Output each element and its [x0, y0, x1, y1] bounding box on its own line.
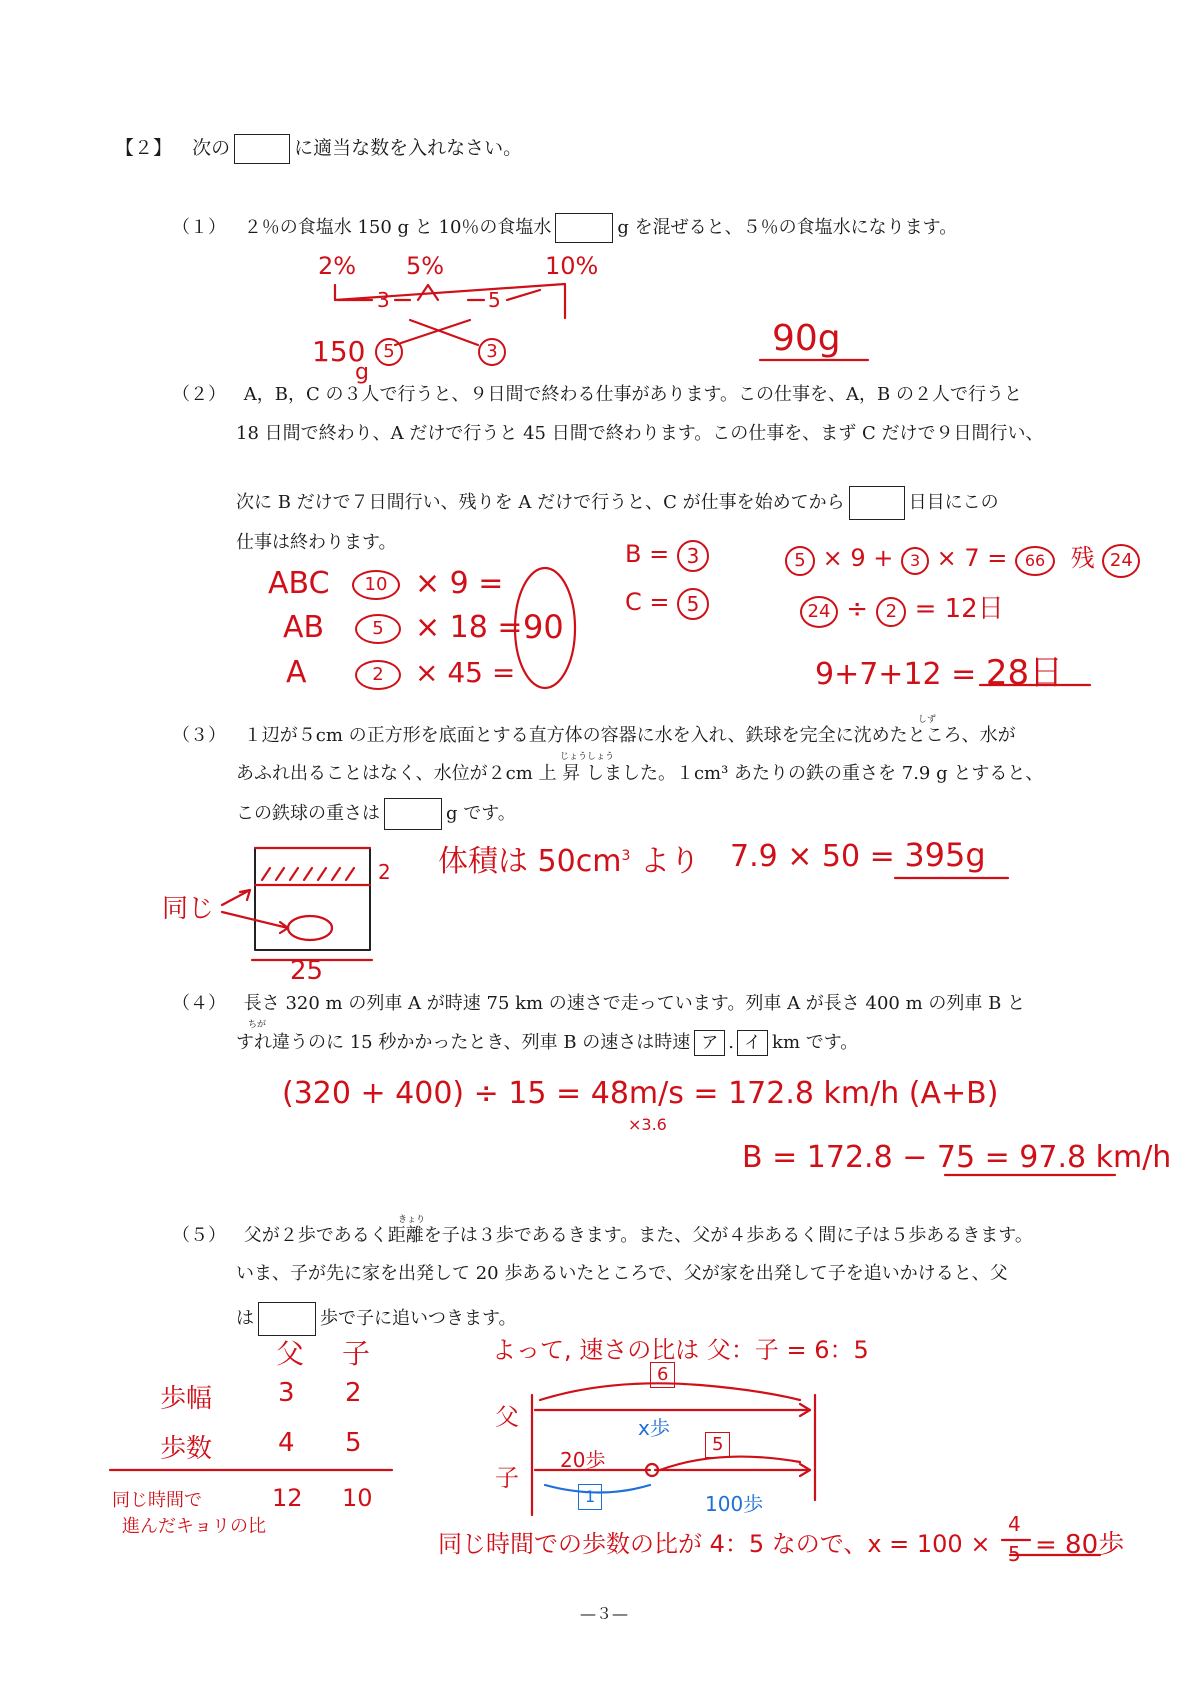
- p3-ball: [288, 916, 332, 940]
- ruby-kyori: きょり: [398, 1215, 426, 1225]
- p2-b-val: 3: [677, 540, 709, 572]
- p1-answer: 90g: [772, 318, 841, 359]
- p3-volume-note: 体積は $50cm^3$ より: [438, 844, 700, 879]
- problem-text: ２％の食塩水 150 g と 10％の食塩水: [243, 217, 552, 238]
- p5-child-arc: [660, 1457, 800, 1470]
- p2-circle10: 10: [352, 570, 400, 600]
- p1-circle3: 3: [478, 338, 506, 366]
- p5-father-arc-left: [540, 1383, 700, 1400]
- problem-text: 父が２歩であるく距離を子は３歩であるきます。また、父が４歩あるく間に子は５歩あるきます。: [243, 1225, 1033, 1246]
- p5-dist-c: 10: [342, 1484, 373, 1512]
- problem-2-line-2: 18 日間で終わり、A だけで行うと 45 日間で終わります。この仕事を、まず C だけで９日間行い、: [236, 423, 1044, 444]
- p5-stride: 歩幅: [160, 1384, 213, 1414]
- p5-stride-c: 2: [345, 1378, 362, 1408]
- p5-steps: 歩数: [160, 1434, 213, 1464]
- problem-text: この鉄球の重さは: [236, 803, 380, 824]
- p3-hatching: [262, 868, 354, 880]
- p2-a: A: [286, 655, 307, 690]
- p2-ab: AB: [283, 610, 325, 645]
- p5-hdr-father: 父: [276, 1337, 305, 1370]
- p2-x9: × 9 =: [415, 566, 504, 601]
- p5-box6: 6: [650, 1362, 675, 1388]
- problem-2-line-1: [172, 384, 1022, 406]
- p5-box5: 5: [705, 1432, 730, 1458]
- p5-hundred: 100歩: [705, 1492, 764, 1516]
- p1-cross: [395, 320, 478, 345]
- answer-box-a: ア: [694, 1030, 725, 1056]
- p5-answer: = 80歩: [1035, 1530, 1125, 1560]
- p1-150: 150: [312, 335, 366, 368]
- p2-c-eq: C =: [625, 588, 670, 616]
- answer-box: [234, 134, 290, 164]
- problem-number: （１）: [172, 217, 226, 238]
- p3-calc: 7.9 × 50 = 395g: [730, 836, 986, 874]
- ruby-chiga: ちが: [248, 1020, 267, 1030]
- p2-calc1: 5 × 9 + 3 × 7 = 66 残 24: [785, 538, 1140, 578]
- problem-4-line-2: [236, 1030, 858, 1056]
- problem-text: 歩で子に追いつきます。: [320, 1308, 517, 1329]
- p5-steps-c: 5: [345, 1428, 362, 1458]
- page-number: —３—: [580, 1604, 629, 1623]
- problem-text: 次に B だけで７日間行い、残りを A だけで行うと、C が仕事を始めてから: [236, 492, 845, 513]
- p5-frac-num: 4: [1008, 1512, 1021, 1536]
- problem-text: すれ違うのに 15 秒かかったとき、列車 B の速さは時速: [236, 1032, 691, 1053]
- ruby-joushou: じょうしょう: [560, 752, 615, 762]
- problem-number: （５）: [172, 1225, 226, 1246]
- problem-text: 長さ 320 m の列車 A が時速 75 km の速さで走っています。列車 A が長さ 400 m の列車 B と: [243, 993, 1026, 1014]
- problem-5-line-3: [236, 1302, 517, 1336]
- p5-twenty: 20歩: [560, 1448, 606, 1472]
- p5-father-arrow: [535, 1404, 810, 1416]
- p2-x18: × 18 =: [415, 610, 523, 645]
- p1-pct2: 2%: [318, 252, 357, 280]
- lead-after: に適当な数を入れなさい。: [294, 137, 523, 159]
- problem-3-line-1: [172, 725, 1016, 747]
- p1-right-arrow: [468, 290, 540, 300]
- p3-same: 同じ: [162, 894, 215, 924]
- problem-3-line-2: あふれ出ることはなく、水位が２cm 上 昇 しました。１cm³ あたりの鉄の重さを 7.9 g とすると、: [236, 763, 1044, 784]
- p1-ratio5: 5: [488, 288, 501, 312]
- problem-3-line-3: [236, 798, 516, 830]
- p3-width: 25: [290, 956, 324, 986]
- problem-4-line-1: [172, 993, 1025, 1015]
- p2-circle5: 5: [355, 614, 401, 644]
- p2-calc3: 9+7+12 = 28日: [815, 653, 1064, 693]
- p1-triangle: [418, 285, 438, 300]
- p5-box1: 1: [578, 1484, 602, 1510]
- p2-circle2: 2: [355, 660, 401, 690]
- p1-pct5: 5%: [406, 252, 445, 280]
- p5-ratio: よって, 速さの比は 父：子 = 6：5: [492, 1336, 869, 1364]
- problem-text: g を混ぜると、５％の食塩水になります。: [617, 217, 958, 238]
- problem-text: は: [236, 1308, 254, 1329]
- p5-father-label: 父: [495, 1403, 519, 1431]
- problem-text: 日目にこの: [908, 492, 999, 513]
- p3-container: [255, 848, 370, 950]
- p2-calc2: 24 ÷ 2 = 12日: [800, 588, 1004, 628]
- p1-bar-stroke: [335, 284, 565, 318]
- p1-ratio3: 3: [377, 288, 390, 312]
- p4-x36: ×3.6: [628, 1115, 667, 1134]
- problem-text: １辺が５cm の正方形を底面とする直方体の容器に水を入れ、鉄球を完全に沈めたところ、水が: [243, 725, 1016, 746]
- p1-circle5: 5: [375, 338, 403, 366]
- ruby-shizu: しず: [918, 715, 937, 725]
- p2-total: 90: [523, 608, 564, 646]
- p3-water-lines: [255, 848, 370, 885]
- p4-calc-line1: (320 + 400) ÷ 15 = 48m/s = 172.8 km/h (A+B): [282, 1076, 999, 1111]
- p5-x-steps: x歩: [638, 1416, 670, 1440]
- problem-5-line-2: いま、子が先に家を出発して 20 歩あるいたところで、父が家を出発して子を追いかけると、父: [236, 1263, 1008, 1284]
- p5-child-arrow: [655, 1464, 810, 1476]
- lead-before: 次の: [192, 137, 231, 159]
- answer-box: [849, 486, 905, 520]
- problem-number: （２）: [172, 384, 226, 405]
- answer-box: [555, 213, 613, 243]
- problem-2-line-4: 仕事は終わります。: [236, 532, 397, 553]
- problem-5-line-1: [172, 1225, 1033, 1247]
- p3-arrow-down: [222, 912, 288, 933]
- p5-conclusion: 同じ時間での歩数の比が 4：5 なので、x = 100 ×: [438, 1530, 991, 1558]
- p5-stride-f: 3: [278, 1378, 295, 1408]
- p5-father-arc-right: [700, 1385, 800, 1400]
- problem-text: g です。: [446, 803, 516, 824]
- answer-box-i: イ: [737, 1030, 768, 1056]
- answer-box: [258, 1302, 316, 1336]
- problem-number: （４）: [172, 993, 226, 1014]
- p2-c-val: 5: [677, 588, 709, 620]
- p5-frac-den: 5: [1008, 1542, 1021, 1566]
- problem-number: （３）: [172, 725, 226, 746]
- problem-text: km です。: [772, 1032, 859, 1053]
- p5-child-label: 子: [495, 1464, 519, 1492]
- p3-arrow-up: [222, 890, 250, 905]
- p5-meeting-point: [646, 1464, 658, 1476]
- answer-box: [384, 798, 442, 830]
- p5-dist-note-2: 進んだキョリの比: [122, 1516, 266, 1537]
- p3-height2: 2: [378, 860, 391, 884]
- problem-1: [172, 213, 957, 243]
- decimal-point: .: [728, 1032, 735, 1053]
- p1-g: g: [355, 360, 369, 385]
- p2-b-eq: B =: [625, 540, 670, 568]
- problem-text: A，B，C の３人で行うと、９日間で終わる仕事があります。この仕事を、A，B の２人で行うと: [243, 384, 1022, 405]
- section-number: 【２】: [115, 137, 173, 159]
- p5-steps-f: 4: [278, 1428, 295, 1458]
- p5-dist-f: 12: [272, 1484, 303, 1512]
- p5-dist-note-1: 同じ時間で: [112, 1490, 202, 1511]
- p2-abc: ABC: [268, 566, 330, 601]
- p1-pct10: 10%: [545, 252, 599, 280]
- p2-x45: × 45 =: [415, 656, 516, 689]
- problem-2-line-3: [236, 486, 999, 520]
- section-header: [115, 134, 522, 164]
- p4-calc-line2: B = 172.8 − 75 = 97.8 km/h: [742, 1140, 1172, 1175]
- p5-hdr-child: 子: [342, 1337, 371, 1370]
